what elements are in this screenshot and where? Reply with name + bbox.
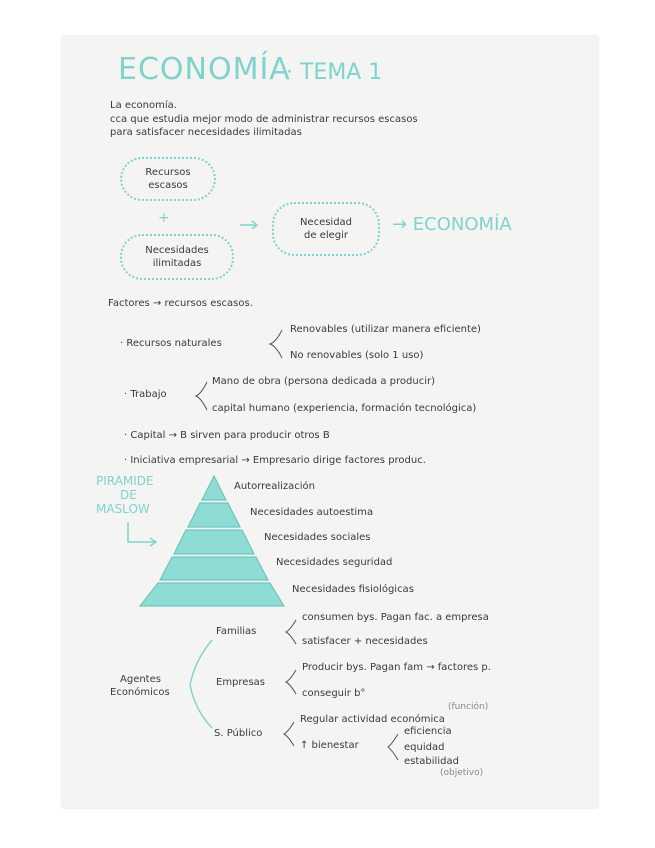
- publico-line-2: ↑ bienestar: [300, 740, 359, 751]
- familias-line-1: consumen bys. Pagan fac. a empresa: [302, 612, 489, 623]
- objetivo-note: (objetivo): [440, 768, 484, 778]
- maslow-level-5: Necesidades fisiológicas: [292, 584, 414, 595]
- maslow-level-4: Necesidades seguridad: [276, 557, 393, 568]
- maslow-level-1: Autorrealización: [234, 481, 315, 492]
- cloud-elegir: [272, 202, 380, 256]
- factores-heading: Factores → recursos escasos.: [108, 298, 253, 309]
- renovables-text: Renovables (utilizar manera eficiente): [290, 324, 481, 335]
- agentes-label-2: Económicos: [110, 687, 170, 698]
- brace-empresas: [286, 670, 296, 694]
- maslow-title-1: PIRAMIDE: [96, 474, 154, 488]
- trabajo-label: · Trabajo: [124, 389, 167, 400]
- intro-heading: La economía.: [110, 100, 177, 111]
- funcion-note: (función): [448, 702, 489, 712]
- intro-line-2: para satisfacer necesidades ilimitadas: [110, 127, 302, 138]
- eficiencia-text: eficiencia: [404, 726, 452, 737]
- publico-label: S. Público: [214, 728, 263, 739]
- iniciativa-text: · Iniciativa empresarial → Empresario dirige factores produc.: [124, 455, 426, 466]
- familias-label: Familias: [216, 626, 257, 637]
- capital-humano-text: capital humano (experiencia, formación tecnológica): [212, 403, 477, 414]
- plus-sign: +: [158, 210, 170, 226]
- empresas-line-1: Producir bys. Pagan fam → factores p.: [302, 662, 491, 673]
- pyramid-level-5: [140, 583, 284, 606]
- publico-line-1: Regular actividad económica: [300, 714, 445, 725]
- cloud-recursos-text: Recursos escasos: [145, 167, 191, 191]
- capital-text: · Capital → B sirven para producir otros B: [124, 430, 330, 441]
- no-renovables-text: No renovables (solo 1 uso): [290, 350, 424, 361]
- recursos-naturales-label: · Recursos naturales: [120, 338, 222, 349]
- pyramid-level-4: [160, 557, 268, 580]
- familias-line-2: satisfacer + necesidades: [302, 636, 428, 647]
- mano-obra-text: Mano de obra (persona dedicada a producir): [212, 376, 435, 387]
- cloud-necesidades: [120, 234, 234, 280]
- cloud-recursos: [120, 157, 216, 201]
- maslow-pyramid: [140, 476, 284, 606]
- agentes-label-1: Agentes: [120, 674, 161, 685]
- maslow-level-2: Necesidades autoestima: [250, 507, 374, 518]
- brace-publico: [284, 722, 294, 746]
- cloud-elegir-text: Necesidad de elegir: [299, 217, 353, 241]
- brace-familias: [286, 620, 296, 644]
- brace-natural: [270, 330, 282, 358]
- pyramid-level-2: [188, 503, 240, 527]
- empresas-line-2: conseguir b°: [302, 688, 366, 699]
- intro-line-1: cca que estudia mejor modo de administrar recursos escasos: [110, 114, 418, 125]
- page-subtitle: · TEMA 1: [286, 60, 383, 85]
- maslow-title-3: MASLOW: [96, 502, 150, 516]
- cloud-necesidades-text: Necesidades ilimitadas: [145, 245, 209, 269]
- empresas-label: Empresas: [216, 677, 265, 688]
- pyramid-level-1: [202, 476, 226, 500]
- estabilidad-text: estabilidad: [404, 756, 459, 767]
- maslow-title-2: DE: [120, 488, 137, 502]
- economia-result: → ECONOMÍA: [392, 214, 512, 235]
- maslow-level-3: Necesidades sociales: [264, 532, 371, 543]
- brace-bienestar: [388, 734, 398, 760]
- brace-trabajo: [196, 382, 207, 410]
- equidad-text: equidad: [404, 742, 445, 753]
- agents-brace: [190, 640, 212, 728]
- pyramid-level-3: [174, 530, 254, 554]
- page-title: ECONOMÍA: [118, 52, 291, 87]
